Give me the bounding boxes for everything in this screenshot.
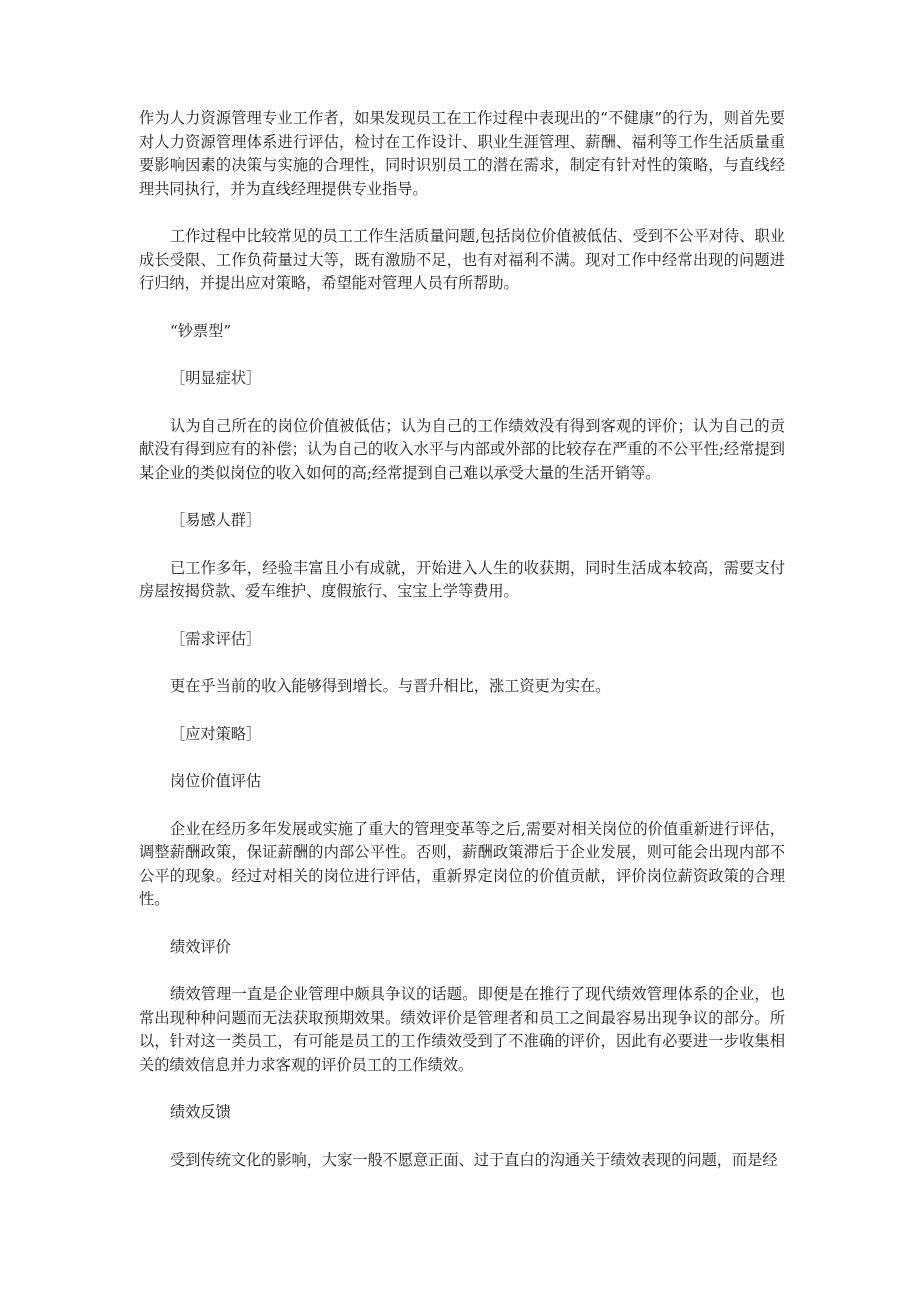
job-evaluation-paragraph: 企业在经历多年发展或实施了重大的管理变革等之后,需要对相关岗位的价值重新进行评估，调整薪酬政策，保证薪酬的内部公平性。否则，薪酬政策滞后于企业发展，则可能会出现内部不公平的现象。经过对相关的岗位进行评估，重新界定岗位的价值贡献，评价岗位薪资政策的合理性。	[139, 819, 785, 908]
strategy-title-job-evaluation: 岗位价值评估	[170, 772, 262, 790]
strategy-title-performance-feedback: 绩效反馈	[170, 1103, 231, 1121]
subheading-symptoms: ［明显症状］	[170, 369, 262, 387]
performance-appraisal-paragraph: 绩效管理一直是企业管理中颇具争议的话题。即便是在推行了现代绩效管理体系的企业，也常出现种种问题而无法获取预期效果。绩效评价是管理者和员工之间最容易出现争议的部分。所以，针对这一类员工，有可能是员工的工作绩效受到了不准确的评价，因此有必要进一步收集相关的绩效信息并力求客观的评价员工的工作绩效。	[139, 985, 785, 1074]
intro-paragraph: 作为人力资源管理专业工作者，如果发现员工在工作过程中表现出的“不健康”的行为，则首先要对人力资源管理体系进行评估，检讨在工作设计、职业生涯管理、薪酬、福利等工作生活质量重要影响因素的决策与实施的合理性，同时识别员工的潜在需求，制定有针对性的策略，与直线经理共同执行，并为直线经理提供专业指导。	[139, 109, 785, 198]
strategy-title-performance-appraisal: 绩效评价	[170, 937, 231, 956]
section-title-money-type: “钞票型”	[170, 321, 232, 340]
performance-feedback-paragraph: 受到传统文化的影响，大家一般不愿意正面、过于直白的沟通关于绩效表现的问题，而是经	[170, 1150, 778, 1169]
subheading-susceptible-group: ［易感人群］	[170, 511, 262, 529]
susceptible-group-paragraph: 已工作多年，经验丰富且小有成就，开始进入人生的收获期，同时生活成本较高，需要支付房屋按揭贷款、爱车维护、度假旅行、宝宝上学等费用。	[139, 558, 785, 600]
issues-paragraph: 工作过程中比较常见的员工工作生活质量问题,包括岗位价值被低估、受到不公平对待、职业成长受限、工作负荷量过大等，既有激励不足，也有对福利不满。现对工作中经常出现的问题进行归纳，并提出应对策略，希望能对管理人员有所帮助。	[139, 227, 785, 292]
subheading-response-strategy: ［应对策略］	[170, 724, 262, 743]
document-body	[139, 107, 785, 1172]
subheading-needs-assessment: ［需求评估］	[170, 629, 262, 648]
needs-assessment-paragraph: 更在乎当前的收入能够得到增长。与晋升相比，涨工资更为实在。	[170, 677, 611, 695]
symptoms-paragraph: 认为自己所在的岗位价值被低估；认为自己的工作绩效没有得到客观的评价；认为自己的贡献没有得到应有的补偿；认为自己的收入水平与内部或外部的比较存在严重的不公平性;经常提到某企业的类似岗位的收入如何的高;经常提到自己难以承受大量的生活开销等。	[139, 416, 785, 482]
